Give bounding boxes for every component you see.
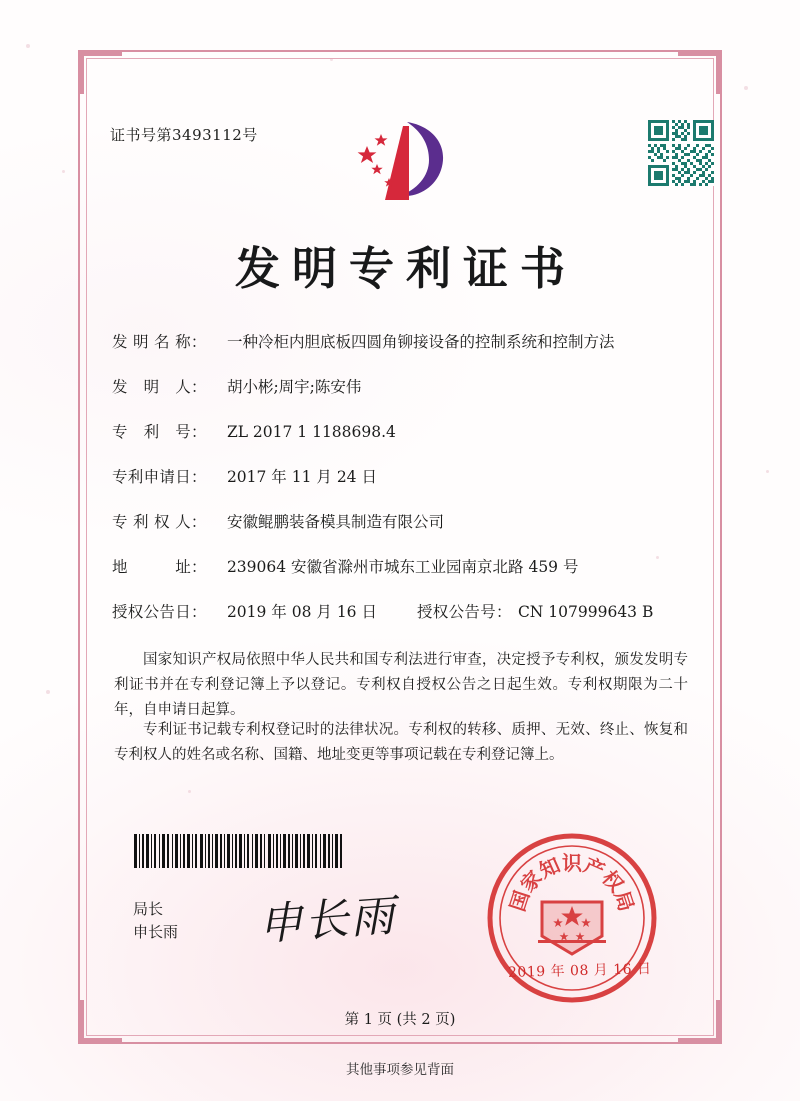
paragraph-legal-1: 国家知识产权局依照中华人民共和国专利法进行审查，决定授予专利权，颁发发明专利证书并在专利登记簿上予以登记。专利权自授权公告之日起生效。专利权期限为二十年，自申请日起算。 (114, 652, 688, 718)
signature-block (133, 898, 178, 944)
field-grant-number (417, 600, 653, 622)
field-inventors (112, 375, 692, 420)
field-value: ZL 2017 1 1188698.4 (226, 423, 396, 441)
patent-office-logo-icon (355, 112, 451, 212)
certificate-number: 证书号第3493112号 (110, 126, 258, 144)
speckle (62, 170, 65, 173)
page-title: 发明专利证书 (234, 242, 577, 295)
speckle (26, 44, 30, 48)
field-value-grant-date: 2019 年 08 月 16 日 (226, 603, 377, 621)
qr-code-icon (648, 120, 714, 186)
speckle (744, 86, 748, 90)
field-label: 专 利 权 人： (112, 513, 207, 531)
speckle (766, 470, 769, 473)
field-value: 一种冷柜内胆底板四圆角铆接设备的控制系统和控制方法 (226, 333, 615, 351)
svg-text:局: 局 (609, 887, 639, 915)
field-label-grant-date: 授权公告日： (112, 603, 207, 621)
paragraph-legal-2: 专利证书记载专利权登记时的法律状况。专利权的转移、质押、无效、终止、恢复和专利权人的姓名或名称、国籍、地址变更等事项记载在专利登记簿上。 (114, 722, 688, 763)
barcode (134, 834, 344, 868)
handwritten-signature: 申长雨 (256, 890, 398, 951)
field-value-grant-number: CN 107999643 B (517, 603, 654, 621)
field-application-date (112, 465, 692, 510)
field-patentee (112, 510, 692, 555)
signature-name: 申长雨 (133, 923, 179, 941)
field-patent-number (112, 420, 692, 465)
field-label: 地 址： (112, 558, 207, 576)
svg-text:家: 家 (515, 865, 547, 897)
page-number: 第 1 页 (共 2 页) (344, 1012, 456, 1028)
svg-text:知: 知 (535, 852, 564, 883)
border-corner-top-left (78, 50, 122, 94)
field-address (112, 555, 692, 600)
svg-text:识: 识 (562, 851, 582, 875)
field-label: 专 利 号： (112, 423, 207, 441)
signature-role: 局长 (133, 900, 164, 918)
svg-text:权: 权 (597, 865, 629, 897)
field-value: 胡小彬;周宇;陈安伟 (226, 378, 362, 396)
field-value: 239064 安徽省滁州市城东工业园南京北路 459 号 (226, 558, 579, 576)
field-label-grant-number: 授权公告号： (417, 603, 512, 621)
field-label: 专利申请日： (112, 468, 207, 486)
svg-text:产: 产 (580, 852, 609, 883)
field-invention-name (112, 330, 692, 375)
footer-note: 其他事项参见背面 (346, 1062, 454, 1078)
field-value: 2017 年 11 月 24 日 (226, 468, 377, 486)
field-label: 发 明 名 称： (112, 333, 207, 351)
border-corner-top-right (678, 50, 722, 94)
field-label: 发 明 人： (112, 378, 207, 396)
field-grant-row (112, 600, 692, 645)
svg-text:国: 国 (505, 887, 535, 915)
field-value: 安徽鲲鹏装备模具制造有限公司 (226, 513, 444, 531)
seal-date: 2019 年 08 月 16 日 (507, 961, 652, 981)
speckle (46, 690, 50, 694)
field-list (112, 330, 692, 645)
